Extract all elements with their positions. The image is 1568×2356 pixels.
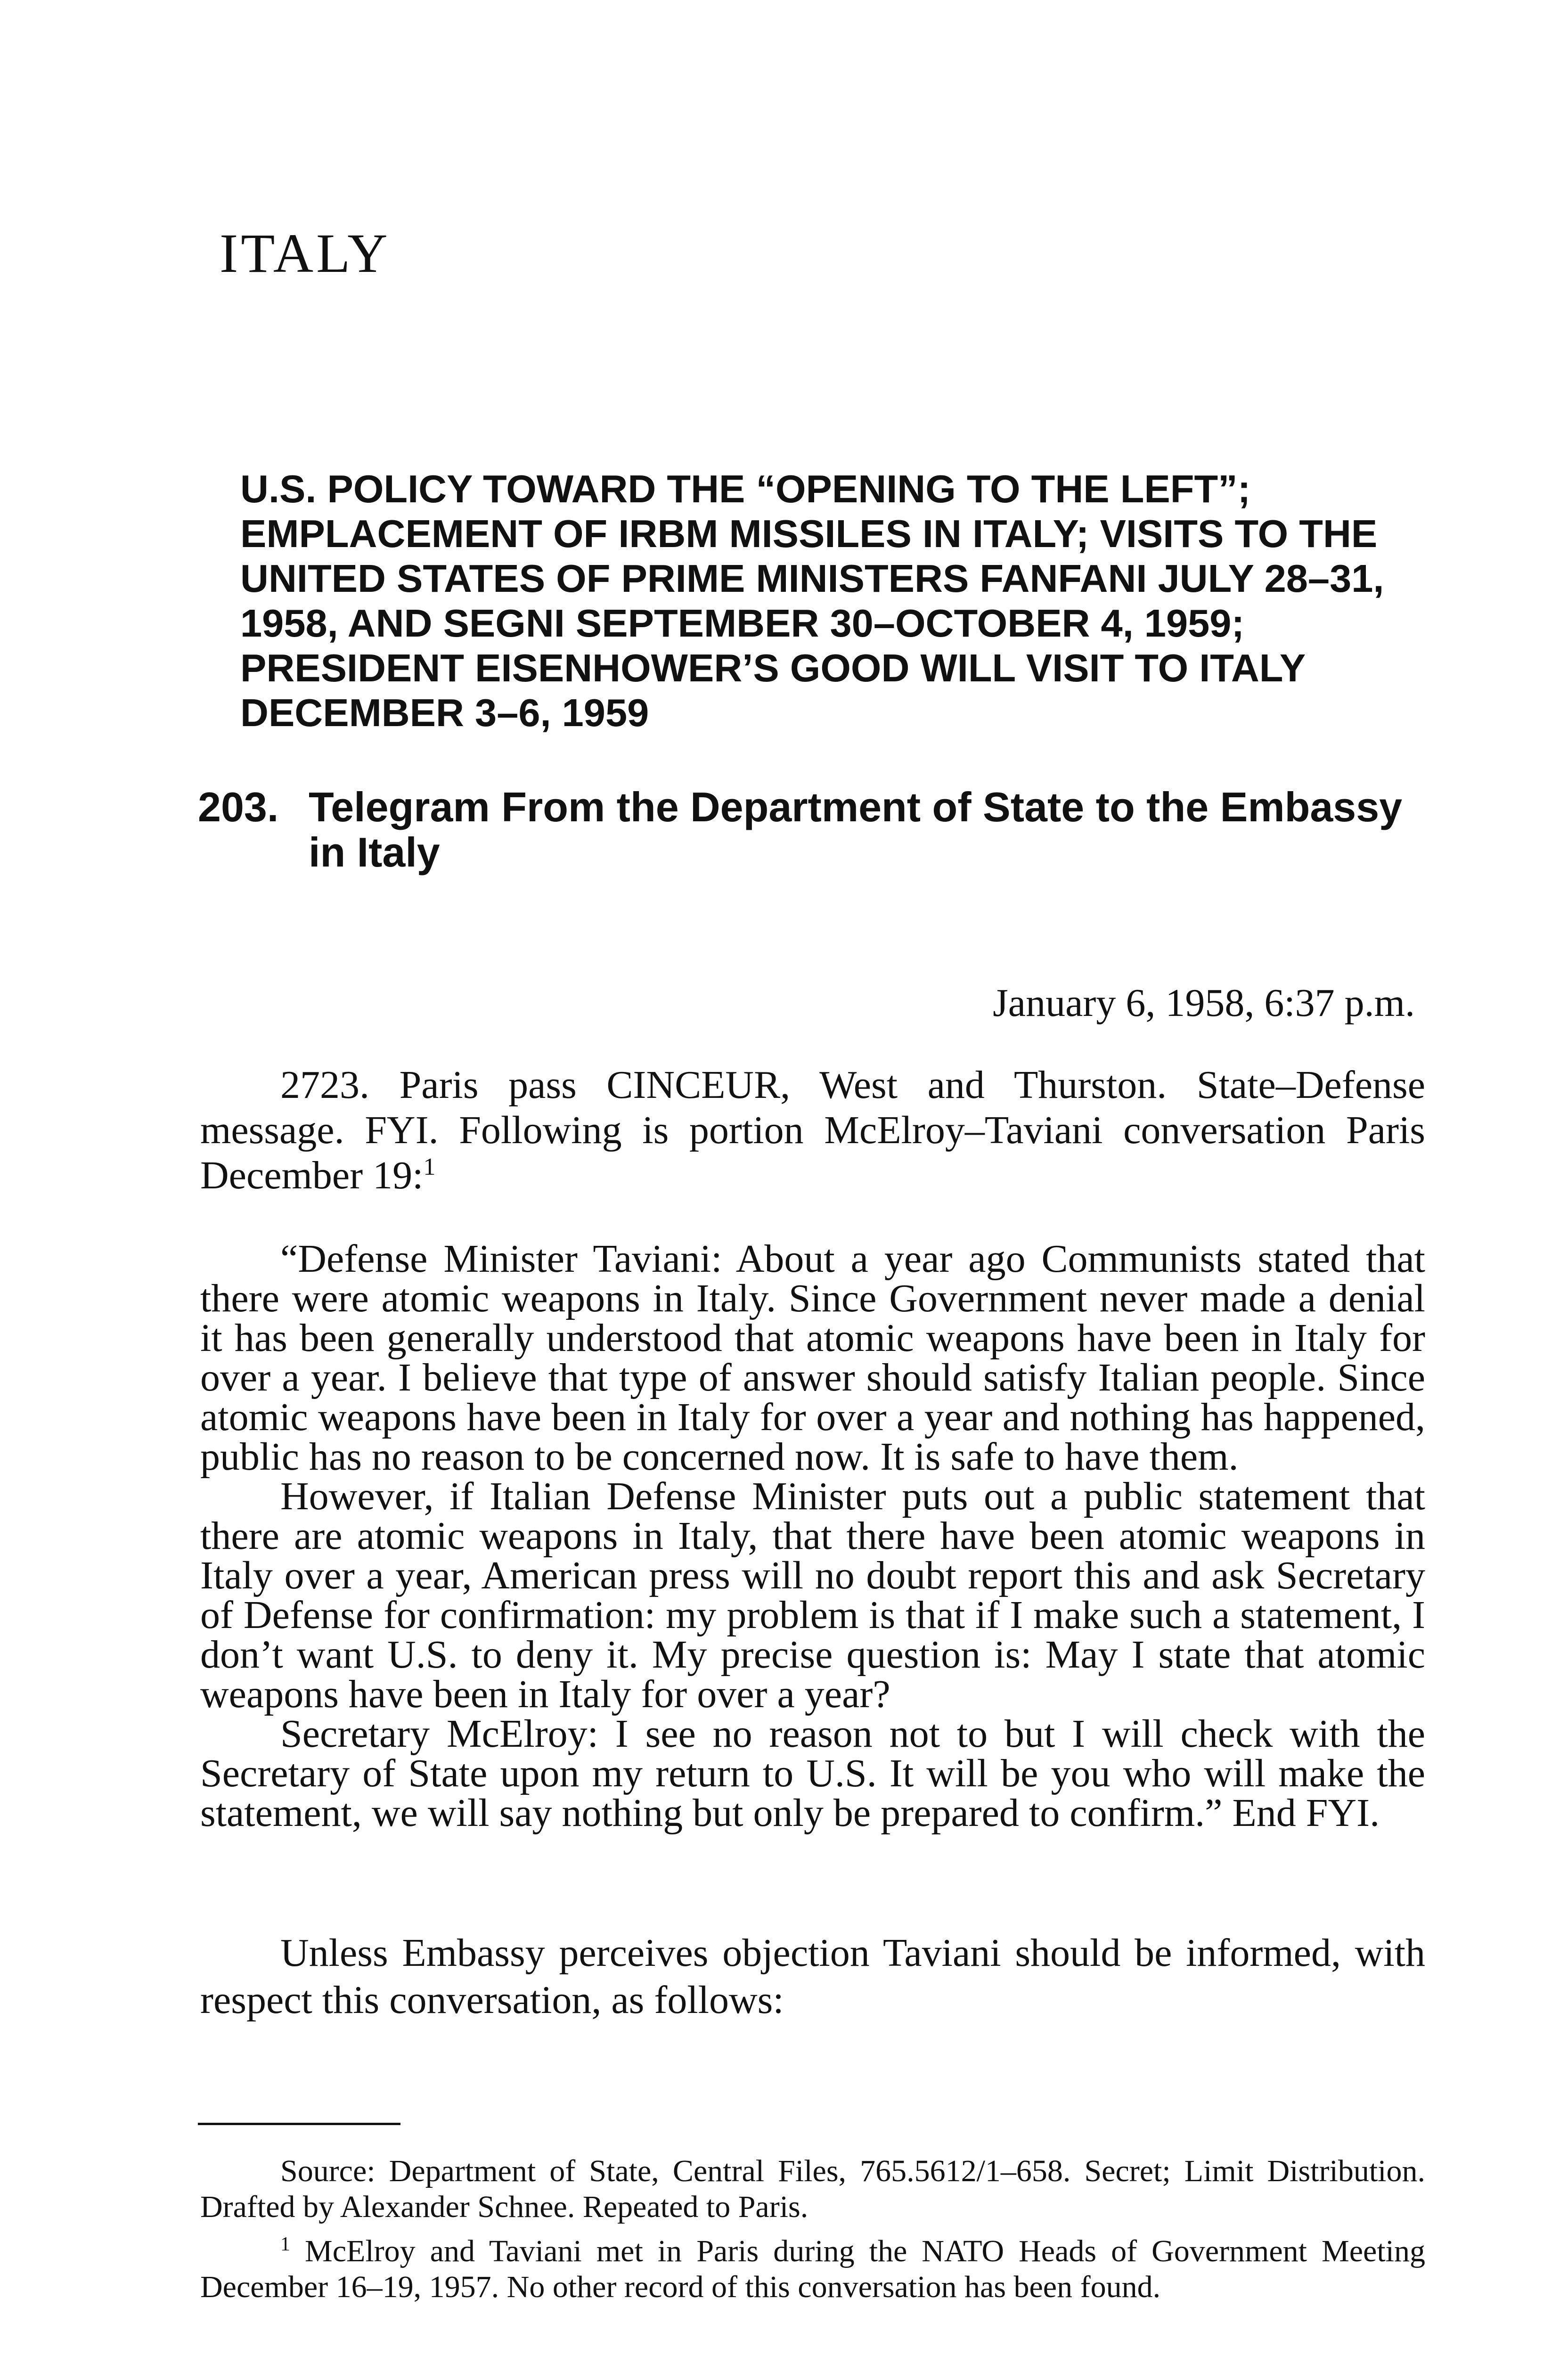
opening-paragraph: [200, 1063, 1425, 1198]
closing-paragraph: Unless Embassy perceives objection Taviani should be informed, with respect this conversation, as follows:: [200, 1931, 1425, 2022]
quote-paragraph: “Defense Minister Taviani: About a year ago Communists stated that there were atomic weapons in Italy. Since Government never made a denial it has been generally understood that atomic weapons have been in Italy for over a year. I believe that type of answer should satisfy Italian people. Since atomic weapons have been in Italy for over a year and nothing has happened, public has no reason to be concerned now. It is safe to have them.: [200, 1237, 1425, 1479]
opening-paragraph-block: [200, 1063, 1425, 1198]
country-heading: ITALY: [220, 222, 391, 284]
footnote-ref-1: 1: [423, 1153, 436, 1180]
footnote-1: [200, 2233, 1425, 2305]
source-note: Source: Department of State, Central Files, 765.5612/1–658. Secret; Limit Distribution. Drafted by Alexander Schnee. Repeated to Paris.: [200, 2154, 1425, 2224]
chapter-heading: U.S. POLICY TOWARD THE “OPENING TO THE LEFT”; EMPLACEMENT OF IRBM MISSILES IN ITALY; VISITS TO THE UNITED STATES OF PRIME MINISTERS FANFANI JULY 28–31, 1958, AND SEGNI SEPTEMBER 30–OCTOBER 4, 1959; PRESIDENT EISENHOWER’S GOOD WILL VISIT TO ITALY DECEMBER 3–6, 1959: [240, 467, 1384, 735]
document-dateline: January 6, 1958, 6:37 p.m.: [993, 981, 1415, 1025]
quoted-conversation: [200, 1239, 1425, 1833]
document-number: 203.: [198, 784, 279, 830]
document-title: Telegram From the Department of State to the Embassy in Italy: [309, 784, 1403, 875]
footnote-1-text: McElroy and Taviani met in Paris during the NATO Heads of Government Meeting December 16–19, 1957. No other record of this conversation has been found.: [200, 2234, 1425, 2304]
quote-paragraph: However, if Italian Defense Minister puts out a public statement that there are atomic weapons in Italy, that there have been atomic weapons in Italy over a year, American press will no doubt report this and ask Secretary of Defense for confirmation: my problem is that if I make such a statement, I don’t want U.S. to deny it. My precise question is: May I state that atomic weapons have been in Italy for over a year?: [200, 1474, 1425, 1716]
footnote-1-marker: 1: [280, 2233, 290, 2255]
footnote-divider: [198, 2123, 400, 2125]
opening-paragraph-text: 2723. Paris pass CINCEUR, West and Thurston. State–Defense message. FYI. Following is portion McElroy–Taviani conversation Paris December 19:: [200, 1063, 1425, 1197]
document-heading: [198, 785, 1428, 875]
closing-paragraph-block: [200, 1930, 1425, 2024]
footnotes: [200, 2153, 1425, 2314]
quote-paragraph: Secretary McElroy: I see no reason not to but I will check with the Secretary of State upon my return to U.S. It will be you who will make the statement, we will say nothing but only be prepared to confirm.” End FYI.: [200, 1712, 1425, 1835]
